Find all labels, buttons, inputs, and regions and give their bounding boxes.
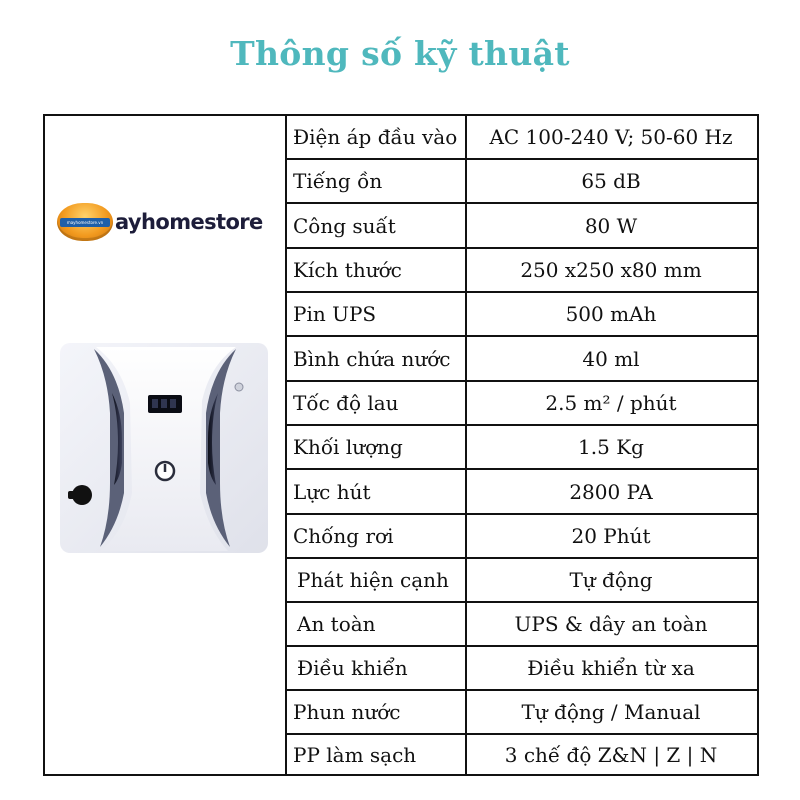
- spec-row: [285, 515, 757, 557]
- spec-value: Tự động / Manual: [521, 700, 701, 724]
- spec-label: Tiếng ồn: [293, 169, 383, 193]
- spec-label: Bình chứa nước: [293, 346, 451, 371]
- spec-label: Phát hiện cạnh: [297, 568, 449, 592]
- spec-row: [285, 204, 757, 247]
- spec-row: [285, 160, 757, 202]
- logo-text: ayhomestore: [115, 210, 263, 234]
- spec-label: Điện áp đầu vào: [293, 125, 458, 149]
- spec-row: [285, 735, 757, 774]
- spec-row: [285, 426, 757, 468]
- spec-label: Kích thước: [293, 258, 402, 282]
- spec-value: 20 Phút: [571, 524, 651, 548]
- spec-label: Điều khiển: [297, 656, 408, 680]
- spec-value: 2800 PA: [569, 479, 653, 504]
- spec-row: [285, 603, 757, 645]
- spec-label: Phun nước: [293, 700, 401, 724]
- spec-row: [285, 293, 757, 335]
- logo-badge-icon: [57, 203, 113, 241]
- page-title: Thông số kỹ thuật: [230, 34, 570, 73]
- spec-value: 65 dB: [581, 169, 641, 193]
- spec-value: 250 x250 x80 mm: [520, 258, 702, 282]
- spec-value: Điều khiển từ xa: [527, 656, 695, 680]
- spec-label: Công suất: [293, 213, 396, 238]
- spec-value: 3 chế độ Z&N | Z | N: [504, 742, 718, 767]
- spec-row: [285, 559, 757, 601]
- spec-label: Lực hút: [293, 479, 371, 504]
- spec-value: 80 W: [584, 213, 638, 238]
- spec-value: 40 ml: [582, 346, 640, 371]
- spec-row: [285, 249, 757, 291]
- spec-label: Tốc độ lau: [293, 391, 399, 415]
- spec-label: Chống rơi: [293, 524, 394, 548]
- spec-row: [285, 116, 757, 158]
- spec-label: An toàn: [297, 612, 376, 636]
- spec-value: 2.5 m² / phút: [545, 391, 677, 415]
- spec-value: UPS & dây an toàn: [514, 612, 708, 636]
- spec-row: [285, 691, 757, 733]
- window-cleaning-robot-image: [60, 343, 268, 553]
- logo-badge-text: mayhomestore.vn: [60, 218, 110, 227]
- spec-row: [285, 382, 757, 424]
- spec-value: 1.5 Kg: [578, 435, 644, 459]
- store-logo: [57, 203, 263, 241]
- spec-row: [285, 337, 757, 380]
- spec-row: [285, 647, 757, 689]
- spec-value: 500 mAh: [565, 302, 657, 326]
- spec-label: PP làm sạch: [293, 742, 417, 767]
- spec-label: Khối lượng: [293, 435, 403, 459]
- spec-value: Tự động: [569, 568, 653, 592]
- spec-value: AC 100-240 V; 50-60 Hz: [489, 125, 733, 149]
- spec-label: Pin UPS: [293, 302, 377, 326]
- spec-row: [285, 470, 757, 513]
